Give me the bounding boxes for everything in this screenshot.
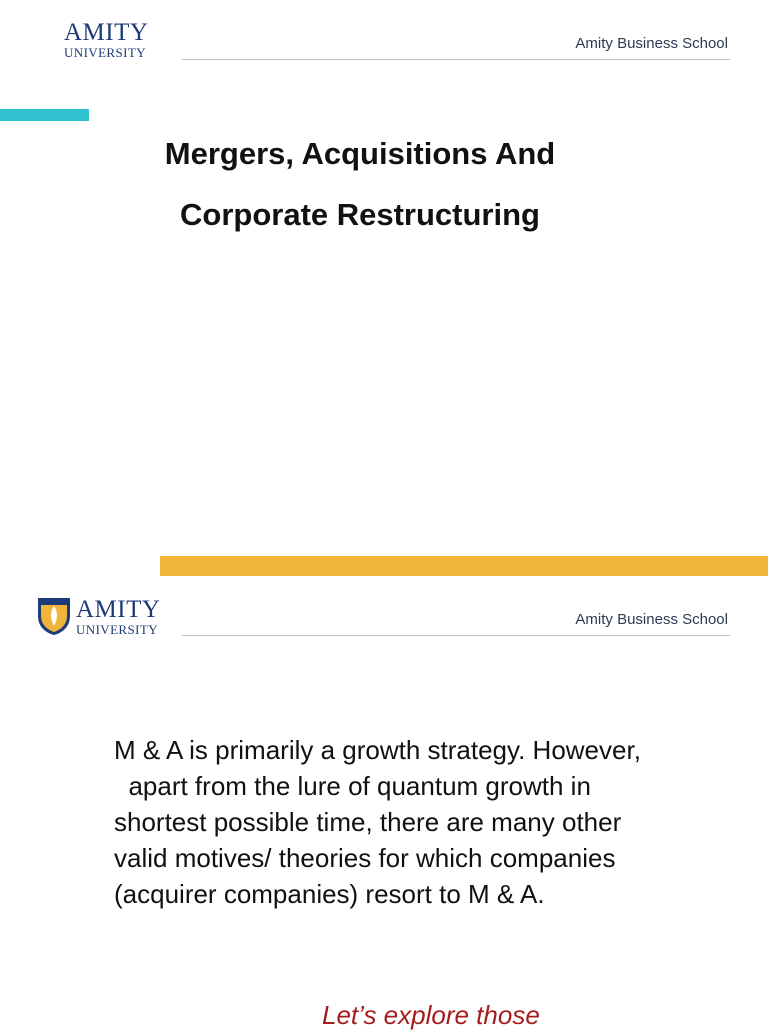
logo-wordmark	[64, 20, 148, 59]
header-divider	[182, 59, 730, 60]
logo-sub-text: UNIVERSITY	[76, 621, 158, 637]
logo-sub-text: UNIVERSITY	[64, 45, 146, 60]
header-divider	[182, 635, 730, 636]
school-name: Amity Business School	[575, 611, 728, 628]
explore-callout: Let’s explore those	[322, 1000, 540, 1030]
logo-wordmark	[76, 597, 160, 636]
slide-title-line-2: Corporate Restructuring	[180, 197, 540, 232]
amity-crest-icon	[36, 596, 72, 636]
amity-logo	[36, 596, 160, 636]
logo-main-text: AMITY	[64, 19, 149, 46]
school-name: Amity Business School	[575, 35, 728, 52]
body-paragraph: M & A is primarily a growth strategy. However, apart from the lure of quantum growth in shortest possible time, there are many other valid motives/ theories for which companies (acquirer companies) resort to M & A.	[114, 735, 641, 909]
logo-main-text: AMITY	[76, 595, 161, 623]
slide-title-line-1: Mergers, Acquisitions And	[164, 136, 556, 171]
slide-content	[0, 576, 768, 1030]
teal-accent-bar	[0, 109, 89, 121]
orange-accent-band	[160, 556, 768, 576]
amity-logo-cropped	[64, 20, 148, 59]
